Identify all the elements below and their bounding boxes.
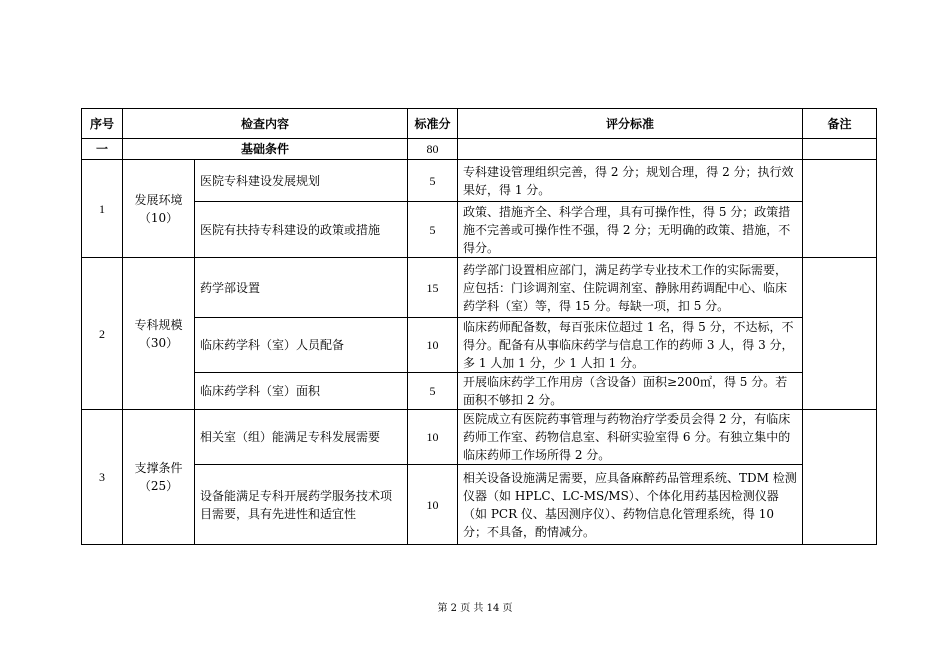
header-criteria: 评分标准	[458, 109, 803, 139]
group-category	[123, 258, 195, 410]
category-label: 支撑条件	[134, 461, 183, 475]
item-score: 5	[408, 160, 458, 202]
table-row	[82, 373, 877, 410]
remark-cell	[803, 410, 877, 545]
item-score: 15	[408, 258, 458, 318]
evaluation-table	[81, 108, 877, 545]
group-seq: 1	[82, 160, 123, 258]
category-score: （30）	[138, 335, 179, 350]
item-score: 5	[408, 373, 458, 410]
category-score: （10）	[138, 210, 179, 225]
table-row	[82, 318, 877, 373]
table-row	[82, 202, 877, 258]
item-content: 临床药学科（室）面积	[195, 373, 408, 410]
table-row	[82, 258, 877, 318]
item-content: 医院有扶持专科建设的政策或措施	[195, 202, 408, 258]
section-row	[82, 139, 877, 160]
item-content: 设备能满足专科开展药学服务技术项目需要，具有先进性和适宜性	[195, 465, 408, 545]
item-score: 10	[408, 465, 458, 545]
header-seq: 序号	[82, 109, 123, 139]
header-score: 标准分	[408, 109, 458, 139]
header-remark: 备注	[803, 109, 877, 139]
header-content: 检查内容	[123, 109, 408, 139]
item-content: 临床药学科（室）人员配备	[195, 318, 408, 373]
page-number: 第 2 页 共 14 页	[437, 603, 513, 614]
item-content: 医院专科建设发展规划	[195, 160, 408, 202]
table-row	[82, 160, 877, 202]
item-criteria: 开展临床药学工作用房（含设备）面积≥200㎡，得 5 分。若面积不够扣 2 分。	[458, 373, 803, 410]
remark-cell	[803, 258, 877, 410]
category-score: （25）	[138, 479, 179, 493]
item-criteria: 药学部门设置相应部门，满足药学专业技术工作的实际需要，应包括：门诊调剂室、住院调剂室、静脉用药调配中心、临床药学科（室）等，得 15 分。每缺一项，扣 5 分。	[458, 258, 803, 318]
group-category	[123, 160, 195, 258]
item-criteria: 专科建设管理组织完善，得 2 分；规划合理，得 2 分；执行效果好，得 1 分。	[458, 160, 803, 202]
item-content: 相关室（组）能满足专科发展需要	[195, 410, 408, 465]
section-remark-cell	[803, 139, 877, 160]
category-label: 发展环境	[134, 192, 183, 207]
section-title: 基础条件	[123, 139, 408, 160]
item-score: 10	[408, 410, 458, 465]
item-criteria: 医院成立有医院药事管理与药物治疗学委员会得 2 分，有临床药师工作室、药物信息室、科研实验室得 6 分。有独立集中的临床药师工作场所得 2 分。	[458, 410, 803, 465]
group-seq: 2	[82, 258, 123, 410]
group-category	[123, 410, 195, 545]
item-score: 10	[408, 318, 458, 373]
table-row	[82, 465, 877, 545]
item-criteria: 相关设备设施满足需要，应具备麻醉药品管理系统、TDM 检测仪器（如 HPLC、LC-MS/MS）、个体化用药基因检测仪器（如 PCR 仪、基因测序仪）、药物信息化管理系统，得 10 分；不具备，酌情减分。	[458, 465, 803, 545]
item-content: 药学部设置	[195, 258, 408, 318]
table-header-row	[82, 109, 877, 139]
remark-cell	[803, 160, 877, 258]
section-criteria-cell	[458, 139, 803, 160]
item-score: 5	[408, 202, 458, 258]
item-criteria: 临床药师配备数，每百张床位超过 1 名，得 5 分，不达标，不得分。配备有从事临床药学与信息工作的药师 3 人，得 3 分，多 1 人加 1 分，少 1 人扣 1 分。	[458, 318, 803, 373]
section-score: 80	[408, 139, 458, 160]
category-label: 专科规模	[134, 317, 183, 332]
item-criteria: 政策、措施齐全、科学合理，具有可操作性，得 5 分；政策措施不完善或可操作性不强，得 2 分；无明确的政策、措施，不得分。	[458, 202, 803, 258]
table-row	[82, 410, 877, 465]
section-seq: 一	[82, 139, 123, 160]
group-seq: 3	[82, 410, 123, 545]
